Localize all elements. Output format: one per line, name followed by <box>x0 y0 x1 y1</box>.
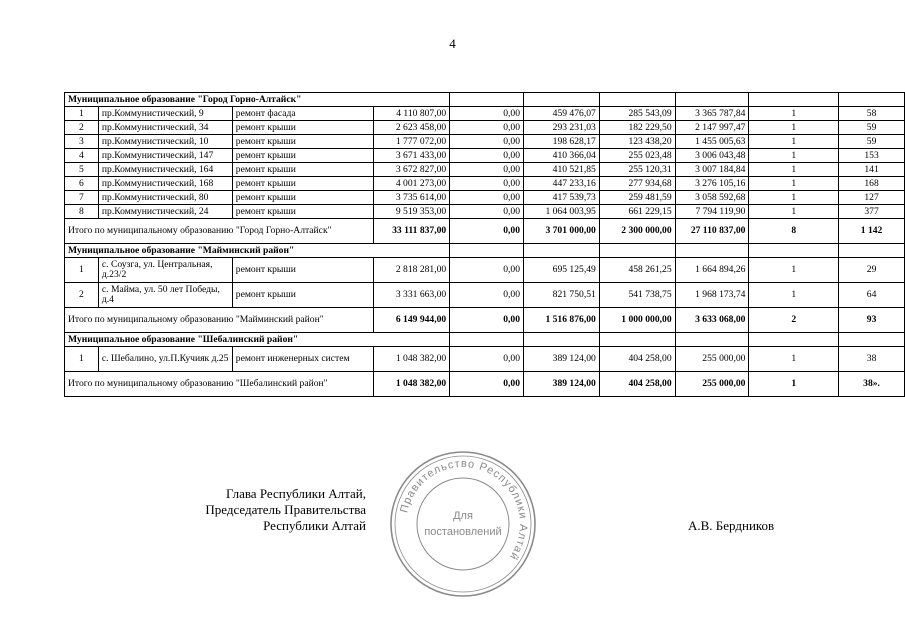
count-cell: 1 <box>749 205 839 219</box>
amount-cell: 255 120,31 <box>599 163 675 177</box>
amount-cell: 285 543,09 <box>599 107 675 121</box>
address-cell: пр.Коммунистический, 80 <box>98 191 232 205</box>
section-header-row <box>65 244 905 258</box>
work-type-cell: ремонт крыши <box>232 121 374 135</box>
amount-cell: 459 476,07 <box>524 107 600 121</box>
total-amount: 1 000 000,00 <box>599 308 675 333</box>
count-cell: 1 <box>749 347 839 372</box>
count-cell: 153 <box>839 149 905 163</box>
count-cell: 1 <box>749 121 839 135</box>
amount-cell: 2 818 281,00 <box>374 258 450 283</box>
amount-cell: 0,00 <box>450 258 524 283</box>
total-amount: 1 048 382,00 <box>374 372 450 397</box>
address-cell: пр.Коммунистический, 9 <box>98 107 232 121</box>
amount-cell: 182 229,50 <box>599 121 675 135</box>
row-number: 1 <box>65 258 99 283</box>
amount-cell: 0,00 <box>450 121 524 135</box>
amount-cell: 447 233,16 <box>524 177 600 191</box>
count-cell: 64 <box>839 283 905 308</box>
total-amount: 0,00 <box>450 308 524 333</box>
empty-cell <box>675 244 749 258</box>
table-body <box>65 93 905 397</box>
empty-cell <box>839 93 905 107</box>
table-row <box>65 163 905 177</box>
empty-cell <box>599 244 675 258</box>
count-cell: 1 <box>749 177 839 191</box>
count-cell: 168 <box>839 177 905 191</box>
empty-cell <box>675 333 749 347</box>
address-cell: пр.Коммунистический, 24 <box>98 205 232 219</box>
amount-cell: 4 110 807,00 <box>374 107 450 121</box>
total-label: Итого по муниципальному образованию "Город Горно-Алтайск" <box>65 219 374 244</box>
amount-cell: 9 519 353,00 <box>374 205 450 219</box>
total-amount: 0,00 <box>450 372 524 397</box>
official-seal <box>388 448 538 600</box>
row-number: 4 <box>65 149 99 163</box>
amount-cell: 410 366,04 <box>524 149 600 163</box>
empty-cell <box>599 333 675 347</box>
amount-cell: 0,00 <box>450 107 524 121</box>
table-row <box>65 177 905 191</box>
amount-cell: 123 438,20 <box>599 135 675 149</box>
count-cell: 141 <box>839 163 905 177</box>
total-amount: 0,00 <box>450 219 524 244</box>
work-type-cell: ремонт крыши <box>232 149 374 163</box>
address-cell: пр.Коммунистический, 168 <box>98 177 232 191</box>
total-label: Итого по муниципальному образованию "Шебалинский район" <box>65 372 374 397</box>
count-cell: 38 <box>839 347 905 372</box>
amount-cell: 4 001 273,00 <box>374 177 450 191</box>
amount-cell: 1 664 894,26 <box>675 258 749 283</box>
total-count: 8 <box>749 219 839 244</box>
amount-cell: 0,00 <box>450 205 524 219</box>
count-cell: 127 <box>839 191 905 205</box>
empty-cell <box>450 93 524 107</box>
count-cell: 1 <box>749 163 839 177</box>
amount-cell: 1 048 382,00 <box>374 347 450 372</box>
row-number: 3 <box>65 135 99 149</box>
count-cell: 29 <box>839 258 905 283</box>
empty-cell <box>524 244 600 258</box>
address-cell: с. Майма, ул. 50 лет Победы, д.4 <box>98 283 232 308</box>
address-cell: с. Шебалино, ул.П.Кучияк д.25 <box>98 347 232 372</box>
amount-cell: 417 539,73 <box>524 191 600 205</box>
signatory-line: Глава Республики Алтай, <box>226 486 366 501</box>
table-row <box>65 283 905 308</box>
amount-cell: 3 006 043,48 <box>675 149 749 163</box>
count-cell: 1 <box>749 107 839 121</box>
total-row <box>65 219 905 244</box>
work-type-cell: ремонт крыши <box>232 258 374 283</box>
amount-cell: 255 000,00 <box>675 347 749 372</box>
table-row <box>65 205 905 219</box>
row-number: 8 <box>65 205 99 219</box>
amount-cell: 0,00 <box>450 177 524 191</box>
amount-cell: 7 794 119,90 <box>675 205 749 219</box>
work-type-cell: ремонт крыши <box>232 283 374 308</box>
seal-center-text: Для <box>453 510 473 522</box>
count-cell: 1 <box>749 258 839 283</box>
empty-cell <box>839 333 905 347</box>
address-cell: пр.Коммунистический, 147 <box>98 149 232 163</box>
amount-cell: 293 231,03 <box>524 121 600 135</box>
empty-cell <box>675 93 749 107</box>
signatory-name: А.В. Бердников <box>688 518 775 533</box>
empty-cell <box>450 244 524 258</box>
work-type-cell: ремонт крыши <box>232 163 374 177</box>
amount-cell: 695 125,49 <box>524 258 600 283</box>
address-cell: пр.Коммунистический, 10 <box>98 135 232 149</box>
total-amount: 255 000,00 <box>675 372 749 397</box>
amount-cell: 541 738,75 <box>599 283 675 308</box>
amount-cell: 821 750,51 <box>524 283 600 308</box>
amount-cell: 2 623 458,00 <box>374 121 450 135</box>
amount-cell: 0,00 <box>450 135 524 149</box>
count-cell: 377 <box>839 205 905 219</box>
empty-cell <box>599 93 675 107</box>
row-number: 5 <box>65 163 99 177</box>
amount-cell: 3 007 184,84 <box>675 163 749 177</box>
row-number: 1 <box>65 107 99 121</box>
signatory-title <box>176 486 366 534</box>
table-row <box>65 347 905 372</box>
table-row <box>65 149 905 163</box>
total-amount: 3 701 000,00 <box>524 219 600 244</box>
count-cell: 59 <box>839 135 905 149</box>
amount-cell: 3 672 827,00 <box>374 163 450 177</box>
count-cell: 58 <box>839 107 905 121</box>
total-amount: 6 149 944,00 <box>374 308 450 333</box>
section-title: Муниципальное образование "Город Горно-Алтайск" <box>65 93 450 107</box>
count-cell: 1 <box>749 283 839 308</box>
empty-cell <box>450 333 524 347</box>
amount-cell: 0,00 <box>450 163 524 177</box>
count-cell: 59 <box>839 121 905 135</box>
table-row <box>65 191 905 205</box>
amount-cell: 1 064 003,95 <box>524 205 600 219</box>
work-type-cell: ремонт инженерных систем <box>232 347 374 372</box>
section-header-row <box>65 93 905 107</box>
page-number: 4 <box>449 36 456 51</box>
row-number: 2 <box>65 121 99 135</box>
total-row <box>65 372 905 397</box>
amount-cell: 2 147 997,47 <box>675 121 749 135</box>
amount-cell: 458 261,25 <box>599 258 675 283</box>
table-row <box>65 107 905 121</box>
amount-cell: 0,00 <box>450 347 524 372</box>
empty-cell <box>839 244 905 258</box>
data-table <box>64 92 905 397</box>
work-type-cell: ремонт крыши <box>232 205 374 219</box>
section-title: Муниципальное образование "Шебалинский район" <box>65 333 450 347</box>
count-cell: 1 <box>749 149 839 163</box>
empty-cell <box>749 333 839 347</box>
count-cell: 1 <box>749 191 839 205</box>
work-type-cell: ремонт фасада <box>232 107 374 121</box>
total-amount: 1 516 876,00 <box>524 308 600 333</box>
amount-cell: 3 331 663,00 <box>374 283 450 308</box>
section-title: Муниципальное образование "Майминский район" <box>65 244 450 258</box>
amount-cell: 198 628,17 <box>524 135 600 149</box>
amount-cell: 3 365 787,84 <box>675 107 749 121</box>
section-header-row <box>65 333 905 347</box>
total-amount: 2 300 000,00 <box>599 219 675 244</box>
signatory-line: Председатель Правительства <box>205 502 366 517</box>
address-cell: пр.Коммунистический, 164 <box>98 163 232 177</box>
amount-cell: 259 481,59 <box>599 191 675 205</box>
total-label: Итого по муниципальному образованию "Майминский район" <box>65 308 374 333</box>
total-row <box>65 308 905 333</box>
row-number: 7 <box>65 191 99 205</box>
amount-cell: 277 934,68 <box>599 177 675 191</box>
address-cell: пр.Коммунистический, 34 <box>98 121 232 135</box>
row-number: 6 <box>65 177 99 191</box>
total-count: 1 142 <box>839 219 905 244</box>
empty-cell <box>749 244 839 258</box>
seal-center-text: постановлений <box>424 526 502 538</box>
amount-cell: 404 258,00 <box>599 347 675 372</box>
amount-cell: 410 521,85 <box>524 163 600 177</box>
total-amount: 33 111 837,00 <box>374 219 450 244</box>
address-cell: с. Соузга, ул. Центральная, д.23/2 <box>98 258 232 283</box>
count-cell: 1 <box>749 135 839 149</box>
amount-cell: 0,00 <box>450 283 524 308</box>
seal-outer-text: Правительство Республики Алтай <box>398 457 530 563</box>
amount-cell: 3 671 433,00 <box>374 149 450 163</box>
table-row <box>65 121 905 135</box>
total-count: 93 <box>839 308 905 333</box>
total-count: 38». <box>839 372 905 397</box>
table-row <box>65 258 905 283</box>
empty-cell <box>749 93 839 107</box>
work-type-cell: ремонт крыши <box>232 135 374 149</box>
row-number: 2 <box>65 283 99 308</box>
amount-cell: 1 968 173,74 <box>675 283 749 308</box>
amount-cell: 3 735 614,00 <box>374 191 450 205</box>
amount-cell: 0,00 <box>450 149 524 163</box>
total-amount: 404 258,00 <box>599 372 675 397</box>
empty-cell <box>524 333 600 347</box>
empty-cell <box>524 93 600 107</box>
amount-cell: 0,00 <box>450 191 524 205</box>
amount-cell: 3 276 105,16 <box>675 177 749 191</box>
signatory-line: Республики Алтай <box>263 518 366 533</box>
total-amount: 389 124,00 <box>524 372 600 397</box>
work-type-cell: ремонт крыши <box>232 191 374 205</box>
total-count: 2 <box>749 308 839 333</box>
amount-cell: 1 455 005,63 <box>675 135 749 149</box>
row-number: 1 <box>65 347 99 372</box>
amount-cell: 3 058 592,68 <box>675 191 749 205</box>
total-count: 1 <box>749 372 839 397</box>
amount-cell: 389 124,00 <box>524 347 600 372</box>
amount-cell: 1 777 072,00 <box>374 135 450 149</box>
amount-cell: 255 023,48 <box>599 149 675 163</box>
total-amount: 3 633 068,00 <box>675 308 749 333</box>
table-row <box>65 135 905 149</box>
amount-cell: 661 229,15 <box>599 205 675 219</box>
total-amount: 27 110 837,00 <box>675 219 749 244</box>
work-type-cell: ремонт крыши <box>232 177 374 191</box>
